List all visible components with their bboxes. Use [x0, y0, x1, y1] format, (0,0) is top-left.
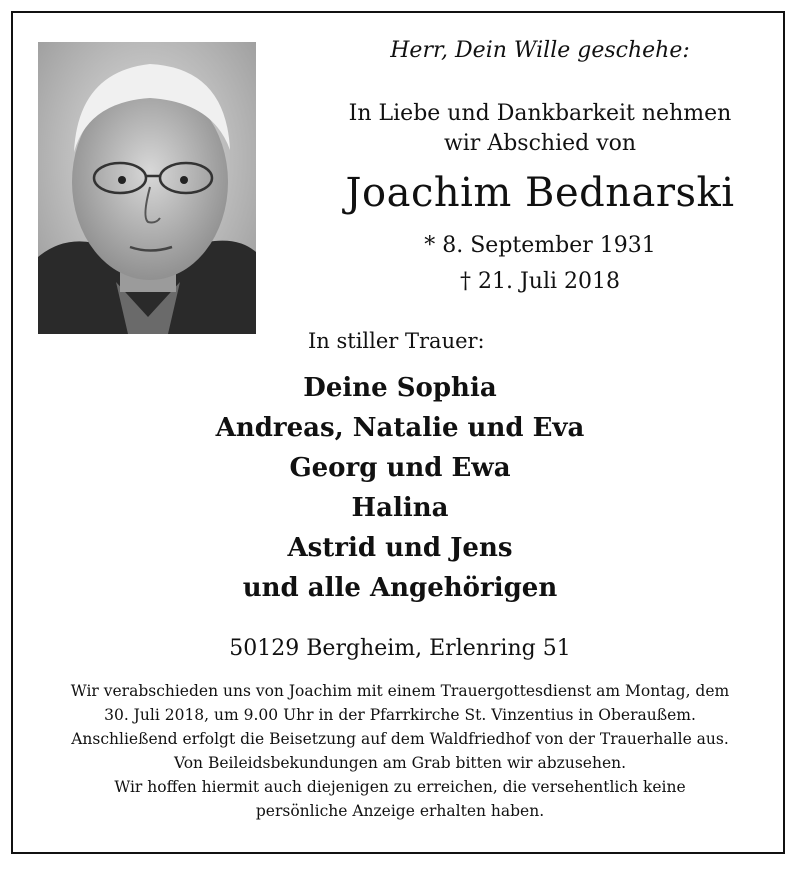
notice-line: Anschließend erfolgt die Beisetzung auf dem Waldfriedhof von der Trauerhalle aus. [71, 730, 729, 748]
mourners-list [0, 368, 800, 608]
mourner: Astrid und Jens [287, 533, 513, 563]
death-date: † 21. Juli 2018 [459, 269, 620, 294]
funeral-notice [0, 679, 800, 823]
mourning-label: In stiller Trauer: [308, 329, 485, 353]
mourner: Halina [351, 493, 449, 523]
notice-line: persönliche Anzeige erhalten haben. [255, 802, 545, 820]
mourner: Andreas, Natalie und Eva [215, 413, 585, 443]
mourner: und alle Angehörigen [242, 573, 558, 603]
intro-text [290, 99, 790, 159]
intro-line: wir Abschied von [443, 131, 637, 156]
portrait-photo [38, 42, 256, 334]
address: 50129 Bergheim, Erlenring 51 [229, 636, 571, 661]
deceased-name: Joachim Bednarski [345, 170, 735, 216]
notice-line: Von Beileidsbekundungen am Grab bitten wir abzusehen. [173, 754, 627, 772]
notice-line: 30. Juli 2018, um 9.00 Uhr in der Pfarrkirche St. Vinzentius in Oberaußem. [104, 706, 696, 724]
notice-line: Wir verabschieden uns von Joachim mit einem Trauergottesdienst am Montag, dem [70, 682, 730, 700]
motto: Herr, Dein Wille geschehe: [390, 38, 690, 63]
mourner: Georg und Ewa [289, 453, 511, 483]
birth-date: * 8. September 1931 [424, 233, 656, 258]
life-dates [290, 228, 790, 300]
notice-line: Wir hoffen hiermit auch diejenigen zu erreichen, die versehentlich keine [114, 778, 686, 796]
intro-line: In Liebe und Dankbarkeit nehmen [348, 101, 732, 126]
mourner: Deine Sophia [303, 373, 497, 403]
portrait-illustration [38, 42, 256, 334]
